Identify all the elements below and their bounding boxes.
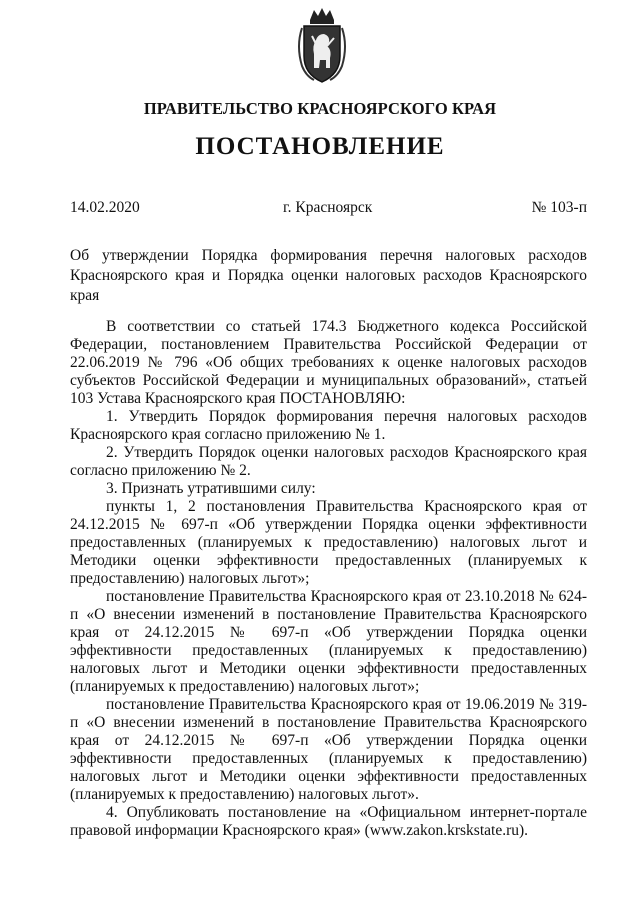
repealed-item: пункты 1, 2 постановления Правительства Красноярского края от 24.12.2015 № 697-п «Об утверждении Порядка оценки эффективности предоставленных (планируемых к предоставлению) налоговых льгот и Методики оценки эффективности предоставленных (планируемых к предоставлению) налоговых льгот»;	[70, 498, 587, 587]
preamble-paragraph: В соответствии со статьей 174.3 Бюджетного кодекса Российской Федерации, постановлением Правительства Российской Федерации от 22.06.2019 № 796 «Об общих требованиях к оценке налоговых расходов субъектов Российской Федерации и муниципальных образований», статьей 103 Устава Красноярского края ПОСТАНОВЛЯЮ:	[70, 318, 587, 407]
document-body	[70, 318, 587, 840]
document-city: г. Красноярск	[283, 199, 373, 216]
clause-paragraph: 3. Признать утратившими силу:	[106, 480, 316, 497]
clause-paragraph: 4. Опубликовать постановление на «Официальном интернет-портале правовой информации Красноярского края» (www.zakon.krskstate.ru).	[70, 804, 587, 839]
document-title: ПОСТАНОВЛЕНИЕ	[195, 133, 445, 160]
clause-paragraph: 1. Утвердить Порядок формирования перечня налоговых расходов Красноярского края согласно приложению № 1.	[70, 408, 587, 443]
clause-paragraph: 2. Утвердить Порядок оценки налоговых расходов Красноярского края согласно приложению № 2.	[70, 444, 587, 479]
repealed-item: постановление Правительства Красноярского края от 19.06.2019 № 319-п «О внесении изменений в постановление Правительства Красноярского края от 24.12.2015 № 697-п «Об утверждении Порядка оценки эффективности предоставленных (планируемых к предоставлению) налоговых льгот и Методики оценки эффективности предоставленных (планируемых к предоставлению) налоговых льгот».	[70, 696, 587, 803]
coat-of-arms-emblem	[296, 6, 348, 86]
document-subject: Об утверждении Порядка формирования перечня налоговых расходов Красноярского края и Порядка оценки налоговых расходов Красноярского края	[70, 247, 587, 304]
repealed-item: постановление Правительства Красноярского края от 23.10.2018 № 624-п «О внесении изменений в постановление Правительства Красноярского края от 24.12.2015 № 697-п «Об утверждении Порядка оценки эффективности предоставленных (планируемых к предоставлению) налоговых льгот и Методики оценки эффективности предоставленных (планируемых к предоставлению) налоговых льгот»;	[70, 588, 587, 695]
document-date: 14.02.2020	[70, 199, 140, 216]
document-number: № 103-п	[531, 199, 587, 216]
government-name: ПРАВИТЕЛЬСТВО КРАСНОЯРСКОГО КРАЯ	[143, 99, 497, 118]
